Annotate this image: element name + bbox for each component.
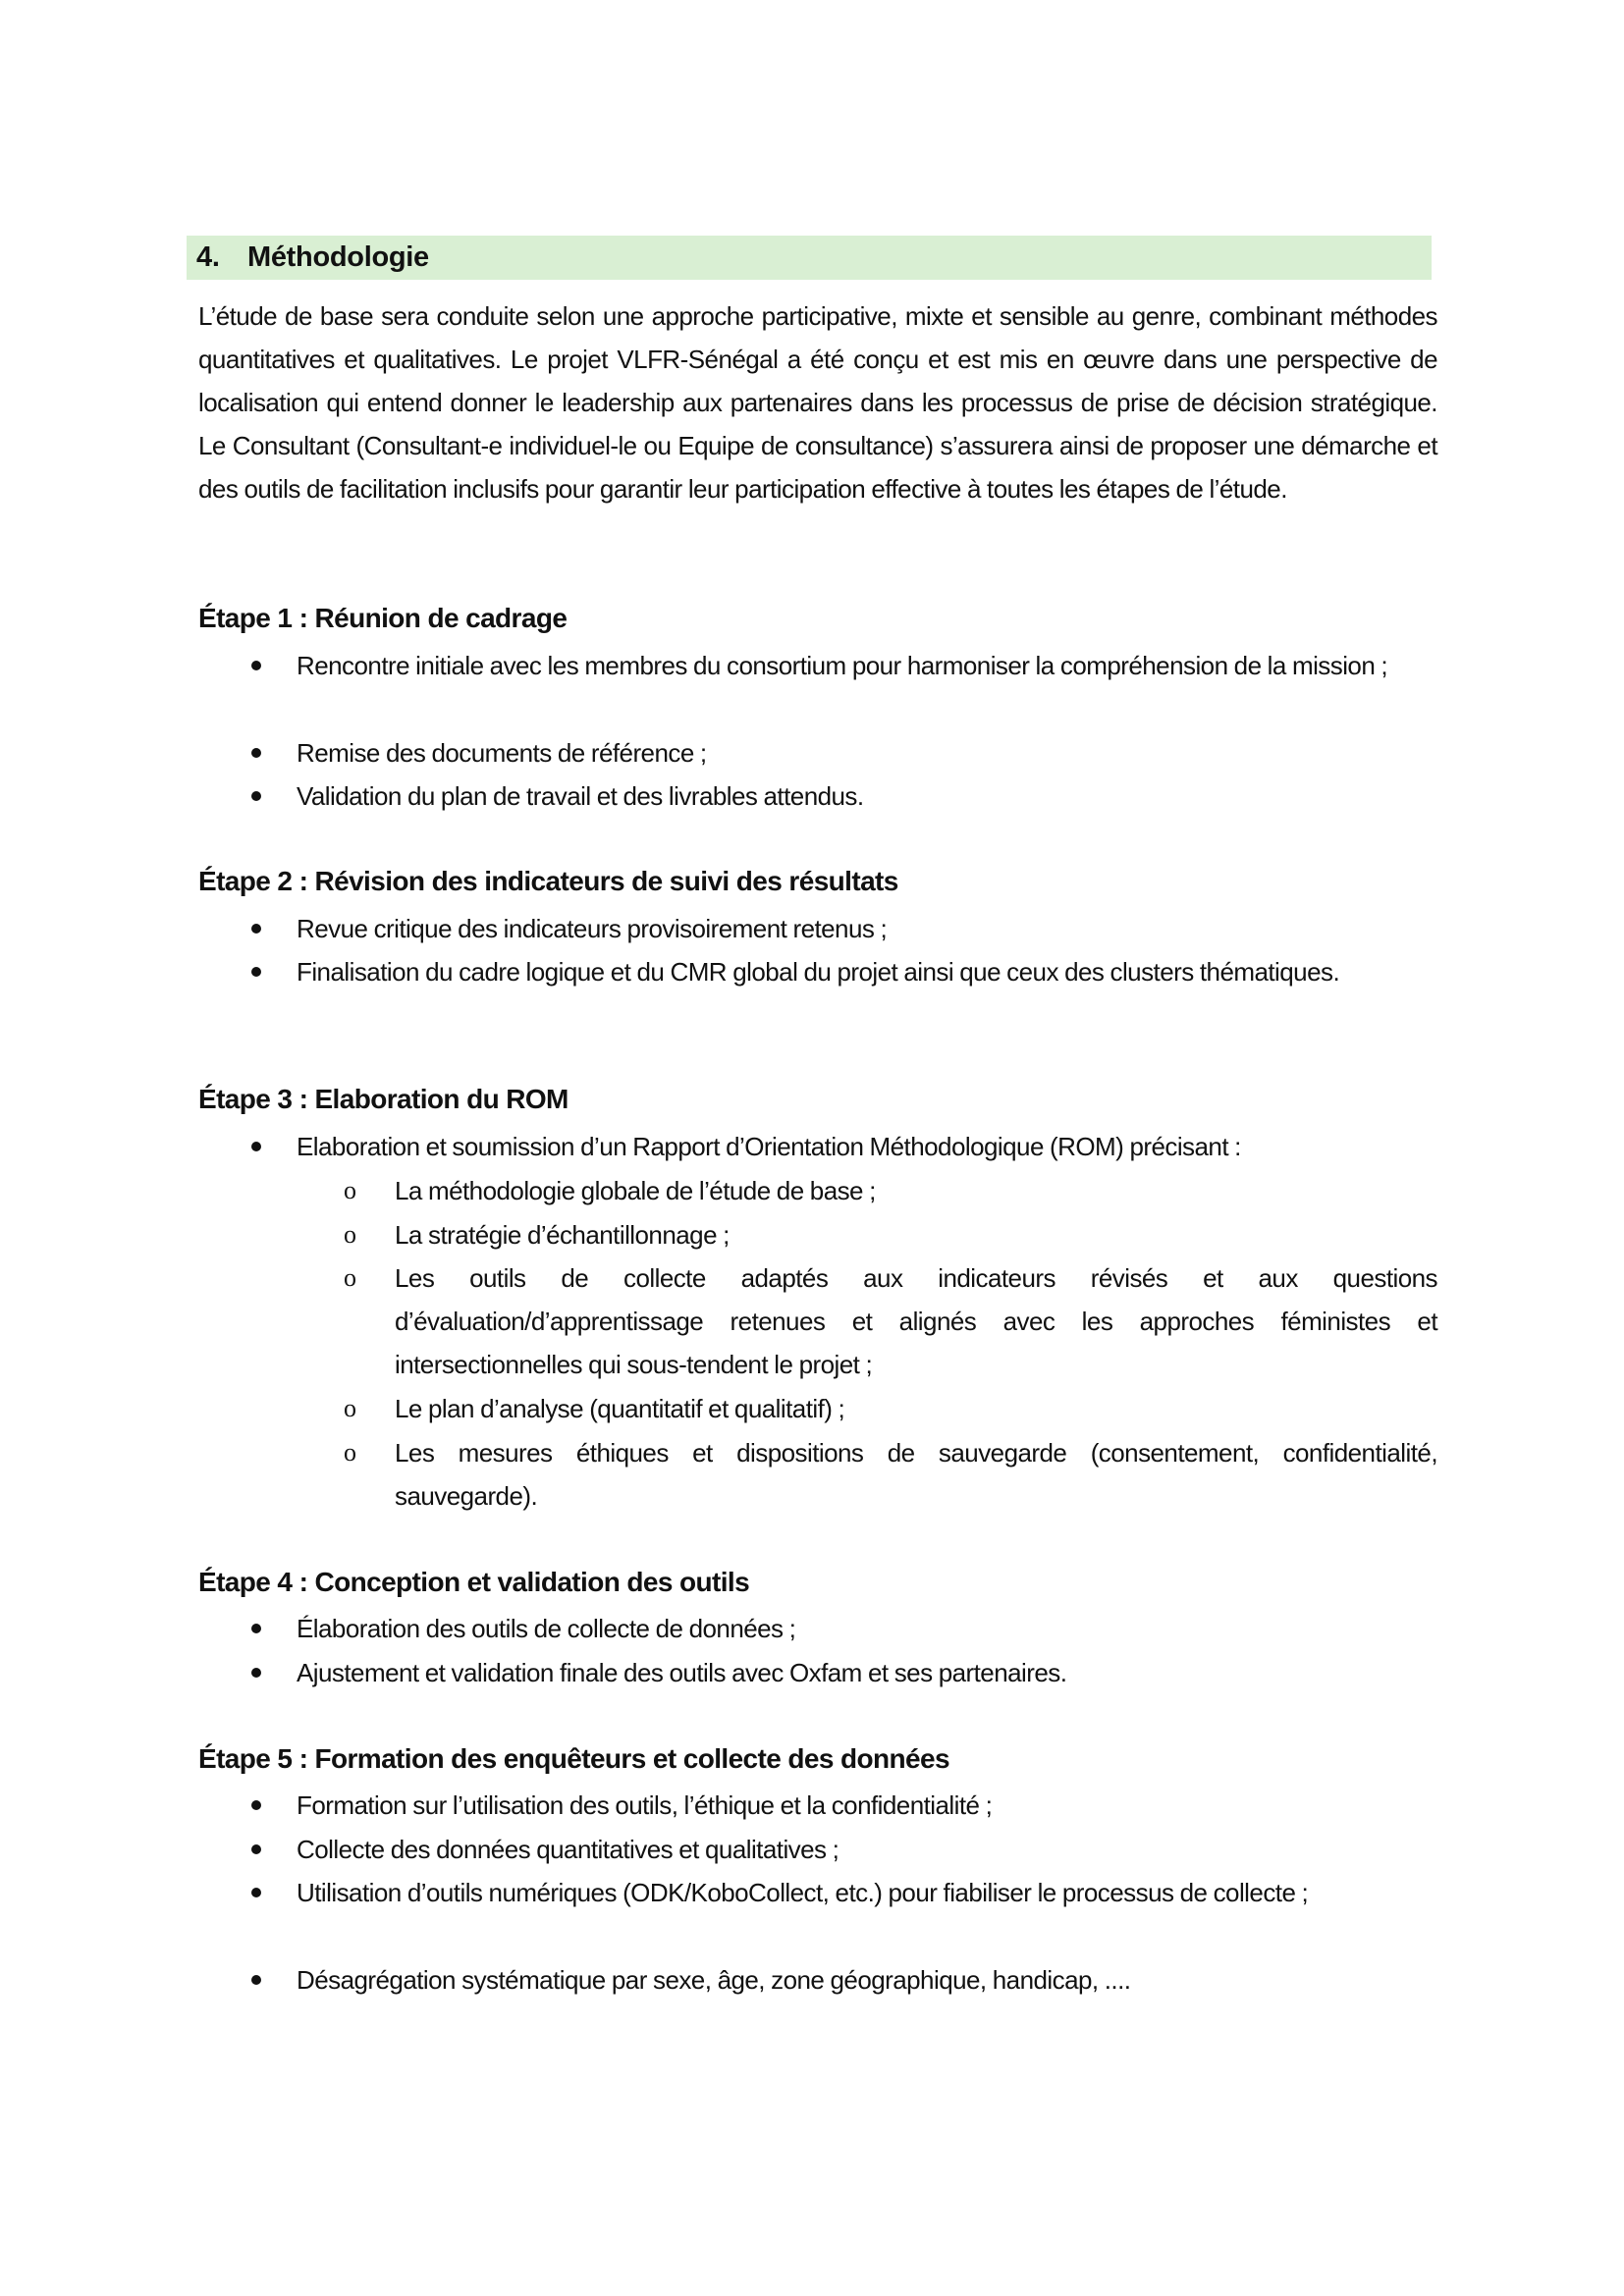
bullet-icon bbox=[251, 1844, 261, 1854]
intro-paragraph: L’étude de base sera conduite selon une approche participative, mixte et sensible au genre, combinant méthodes quantitatives et qualitatives. Le projet VLFR-Sénégal a été conçu et est mis en œuvre dans une perspective de localisation qui entend donner le leadership aux partenaires dans les processus de prise de décision stratégique. Le Consultant (Consultant-e individuel-le ou Equipe de consultance) s’assurera ainsi de proposer une démarche et des outils de facilitation inclusifs pour garantir leur participation effective à toutes les étapes de l’étude. bbox=[198, 301, 1437, 504]
sub-list-item bbox=[344, 1387, 1437, 1430]
bullet-icon bbox=[251, 1975, 261, 1985]
bullet-text: Élaboration des outils de collecte de données ; bbox=[297, 1614, 796, 1643]
list-item bbox=[245, 644, 1437, 687]
bullet-text: Ajustement et validation finale des outils avec Oxfam et ses partenaires. bbox=[297, 1658, 1067, 1687]
list-item bbox=[245, 1651, 1437, 1694]
section-title: Méthodologie bbox=[247, 241, 429, 273]
list-item bbox=[245, 774, 1437, 818]
section-heading bbox=[196, 240, 429, 275]
bullet-icon bbox=[251, 1800, 261, 1810]
bullet-icon bbox=[251, 924, 261, 934]
list-item bbox=[245, 731, 1437, 774]
bullet-icon bbox=[251, 1624, 261, 1633]
step-3-heading: Étape 3 : Elaboration du ROM bbox=[198, 1084, 568, 1114]
step-4-heading: Étape 4 : Conception et validation des outils bbox=[198, 1567, 750, 1597]
sub-bullet-text: Les outils de collecte adaptés aux indicateurs révisés et aux questions d’évaluation/d’apprentissage retenues et alignés avec les approches féministes et intersectionnelles qui sous-tendent le projet ; bbox=[395, 1263, 1437, 1379]
bullet-text: Formation sur l’utilisation des outils, l’éthique et la confidentialité ; bbox=[297, 1790, 993, 1820]
sub-list-item bbox=[344, 1213, 1437, 1256]
bullet-icon bbox=[251, 1142, 261, 1151]
bullet-text: Utilisation d’outils numériques (ODK/KoboCollect, etc.) pour fiabiliser le processus de collecte ; bbox=[297, 1878, 1309, 1907]
section-number: 4. bbox=[196, 241, 220, 273]
list-item bbox=[245, 1958, 1437, 2002]
bullet-text: Collecte des données quantitatives et qualitatives ; bbox=[297, 1835, 839, 1864]
bullet-text: Finalisation du cadre logique et du CMR global du projet ainsi que ceux des clusters thématiques. bbox=[297, 957, 1340, 987]
list-item bbox=[245, 950, 1437, 993]
sub-bullet-icon: o bbox=[344, 1394, 356, 1422]
step-5-heading: Étape 5 : Formation des enquêteurs et collecte des données bbox=[198, 1743, 949, 1774]
sub-bullet-text: Le plan d’analyse (quantitatif et qualitatif) ; bbox=[395, 1394, 845, 1423]
bullet-icon bbox=[251, 967, 261, 977]
step-1-heading: Étape 1 : Réunion de cadrage bbox=[198, 603, 568, 633]
sub-bullet-text: Les mesures éthiques et dispositions de sauvegarde (consentement, confidentialité, sauvegarde). bbox=[395, 1438, 1437, 1511]
step-2-heading: Étape 2 : Révision des indicateurs de suivi des résultats bbox=[198, 866, 898, 896]
list-item bbox=[245, 1784, 1437, 1827]
bullet-icon bbox=[251, 661, 261, 670]
sub-bullet-icon: o bbox=[344, 1220, 356, 1249]
bullet-icon bbox=[251, 1888, 261, 1897]
list-item bbox=[245, 1871, 1437, 1914]
sub-list-item bbox=[344, 1256, 1437, 1386]
list-item bbox=[245, 1828, 1437, 1871]
bullet-text: Rencontre initiale avec les membres du consortium pour harmoniser la compréhension de la mission ; bbox=[297, 651, 1388, 680]
bullet-icon bbox=[251, 791, 261, 801]
bullet-icon bbox=[251, 1668, 261, 1678]
sub-bullet-text: La méthodologie globale de l’étude de base ; bbox=[395, 1176, 876, 1205]
sub-bullet-icon: o bbox=[344, 1176, 356, 1204]
bullet-text: Revue critique des indicateurs provisoirement retenus ; bbox=[297, 914, 888, 943]
sub-bullet-icon: o bbox=[344, 1438, 356, 1467]
sub-list-item bbox=[344, 1169, 1437, 1212]
bullet-text: Elaboration et soumission d’un Rapport d’Orientation Méthodologique (ROM) précisant : bbox=[297, 1132, 1241, 1161]
sub-list-item bbox=[344, 1431, 1437, 1518]
list-item bbox=[245, 1607, 1437, 1650]
bullet-text: Validation du plan de travail et des livrables attendus. bbox=[297, 781, 864, 811]
bullet-text: Désagrégation systématique par sexe, âge, zone géographique, handicap, .... bbox=[297, 1965, 1131, 1995]
bullet-icon bbox=[251, 748, 261, 758]
sub-bullet-icon: o bbox=[344, 1263, 356, 1292]
list-item bbox=[245, 1125, 1437, 1168]
bullet-text: Remise des documents de référence ; bbox=[297, 738, 707, 768]
sub-bullet-text: La stratégie d’échantillonnage ; bbox=[395, 1220, 730, 1250]
list-item bbox=[245, 907, 1437, 950]
